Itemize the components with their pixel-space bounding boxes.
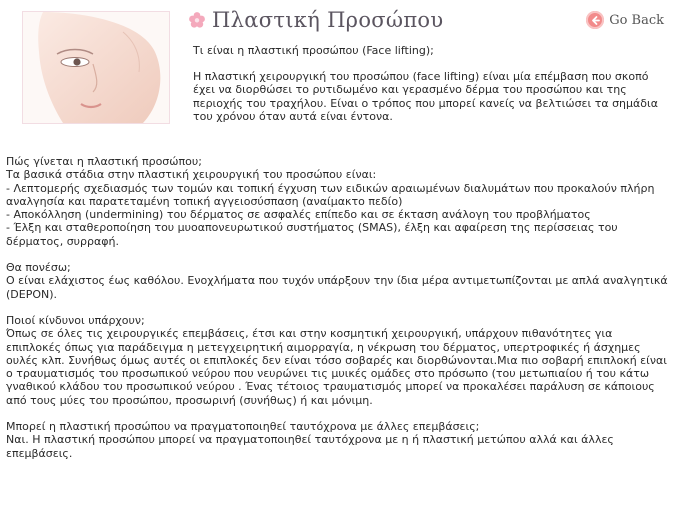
go-back-button[interactable]: [586, 11, 664, 29]
faq-question: Μπορεί η πλαστική προσώπου να πραγματοποιηθεί ταυτόχρονα με άλλες επεμβάσεις;: [6, 420, 480, 434]
faq-line: Όπως σε όλες τις χειρουργικές επεμβάσεις, έτσι και στην κοσμητική χειρουργική, υπάρχουν πιθανότητες για επιπλοκές όπως για παράδειγμα η μετεγχειρητική αιμορραγία, η νέκρωση του δέρματος, υπερτροφικές ή άσχημες ουλές κλπ. Συνήθως όμως αυτές οι επιπλοκές δεν είναι τόσο σοβαρές και διορθώνονται.Μια πιο σοβαρή επιπλοκή είναι ο τραυματισμός του προσωπικού νεύρου που νευρώνει τις μυικές ομάδες στο πρόσωπο (του μετωπιαίου ή του κάτω γναθικού κλάδου του προσωπικού νεύρου . Ένας τέτοιος τραυματισμός μπορεί να προκαλέσει παράλυση σε κάποιους από τους μύες του προσώπου, προσωρινή (συνήθως) ή και μόνιμη.: [6, 327, 667, 407]
faq-section-combined: [6, 420, 670, 460]
title-row: [188, 5, 443, 35]
face-portrait-image: [22, 11, 170, 124]
faq-line: Ο είναι ελάχιστος έως καθόλου. Ενοχλήματα που τυχόν υπάρξουν την ίδια μέρα αντιμετωπίζονται με απλά αναλγητικά (DEPON).: [6, 274, 668, 301]
intro-block: [193, 44, 663, 136]
faq-line: Ναι. Η πλαστική προσώπου μπορεί να πραγματοποιηθεί ταυτόχρονα με η ή πλαστική μετώπου αλλά και άλλες επεμβάσεις.: [6, 433, 614, 460]
faq-section-procedure: [6, 155, 670, 248]
faq-section-risks: [6, 314, 670, 407]
faq-line: - Λεπτομερής σχεδιασμός των τομών και τοπική έγχυση των ειδικών αραιωμένων διαλυμάτων που προκαλούν πλήρη αναλγησία και παρατεταμένη τοπική αγγειοσύσπαση (αναίμακτο πεδίο): [6, 181, 655, 208]
page-title: Πλαστική Προσώπου: [212, 8, 444, 32]
face-illustration: [23, 12, 169, 123]
faq-question: Ποιοί κίνδυνοι υπάρχουν;: [6, 313, 145, 327]
arrow-left-icon: [586, 11, 604, 29]
go-back-label: Go Back: [609, 12, 664, 28]
faq-line: Τα βασικά στάδια στην πλαστική χειρουργική του προσώπου είναι:: [6, 168, 377, 182]
faq-section-pain: [6, 261, 670, 301]
flower-icon: [188, 11, 206, 29]
faq-line: - Έλξη και σταθεροποίηση του μυοαπονευρωτικού συστήματος (SMAS), έλξη και αφαίρεση της περίσσειας του δέρματος, συρραφή.: [6, 221, 618, 248]
intro-question: Τι είναι η πλαστική προσώπου (Face lifting);: [193, 44, 434, 57]
faq-line: - Αποκόλληση (undermining) του δέρματος σε ασφαλές επίπεδο και σε έκταση ανάλογη του προβλήματος: [6, 208, 591, 222]
faq-body: [6, 155, 670, 473]
faq-question: Πώς γίνεται η πλαστική προσώπου;: [6, 155, 202, 168]
faq-question: Θα πονέσω;: [6, 261, 71, 275]
intro-answer: Η πλαστική χειρουργική του προσώπου (face lifting) είναι μία επέμβαση που σκοπό έχει να διορθώσει το ρυτιδωμένο και γερασμένο δέρμα του προσώπου και της περιοχής του τραχήλου. Είναι ο τρόπος που μπορεί κανείς να βελτιώσει τα σημάδια του χρόνου όταν αυτά είναι έντονα.: [193, 69, 658, 123]
